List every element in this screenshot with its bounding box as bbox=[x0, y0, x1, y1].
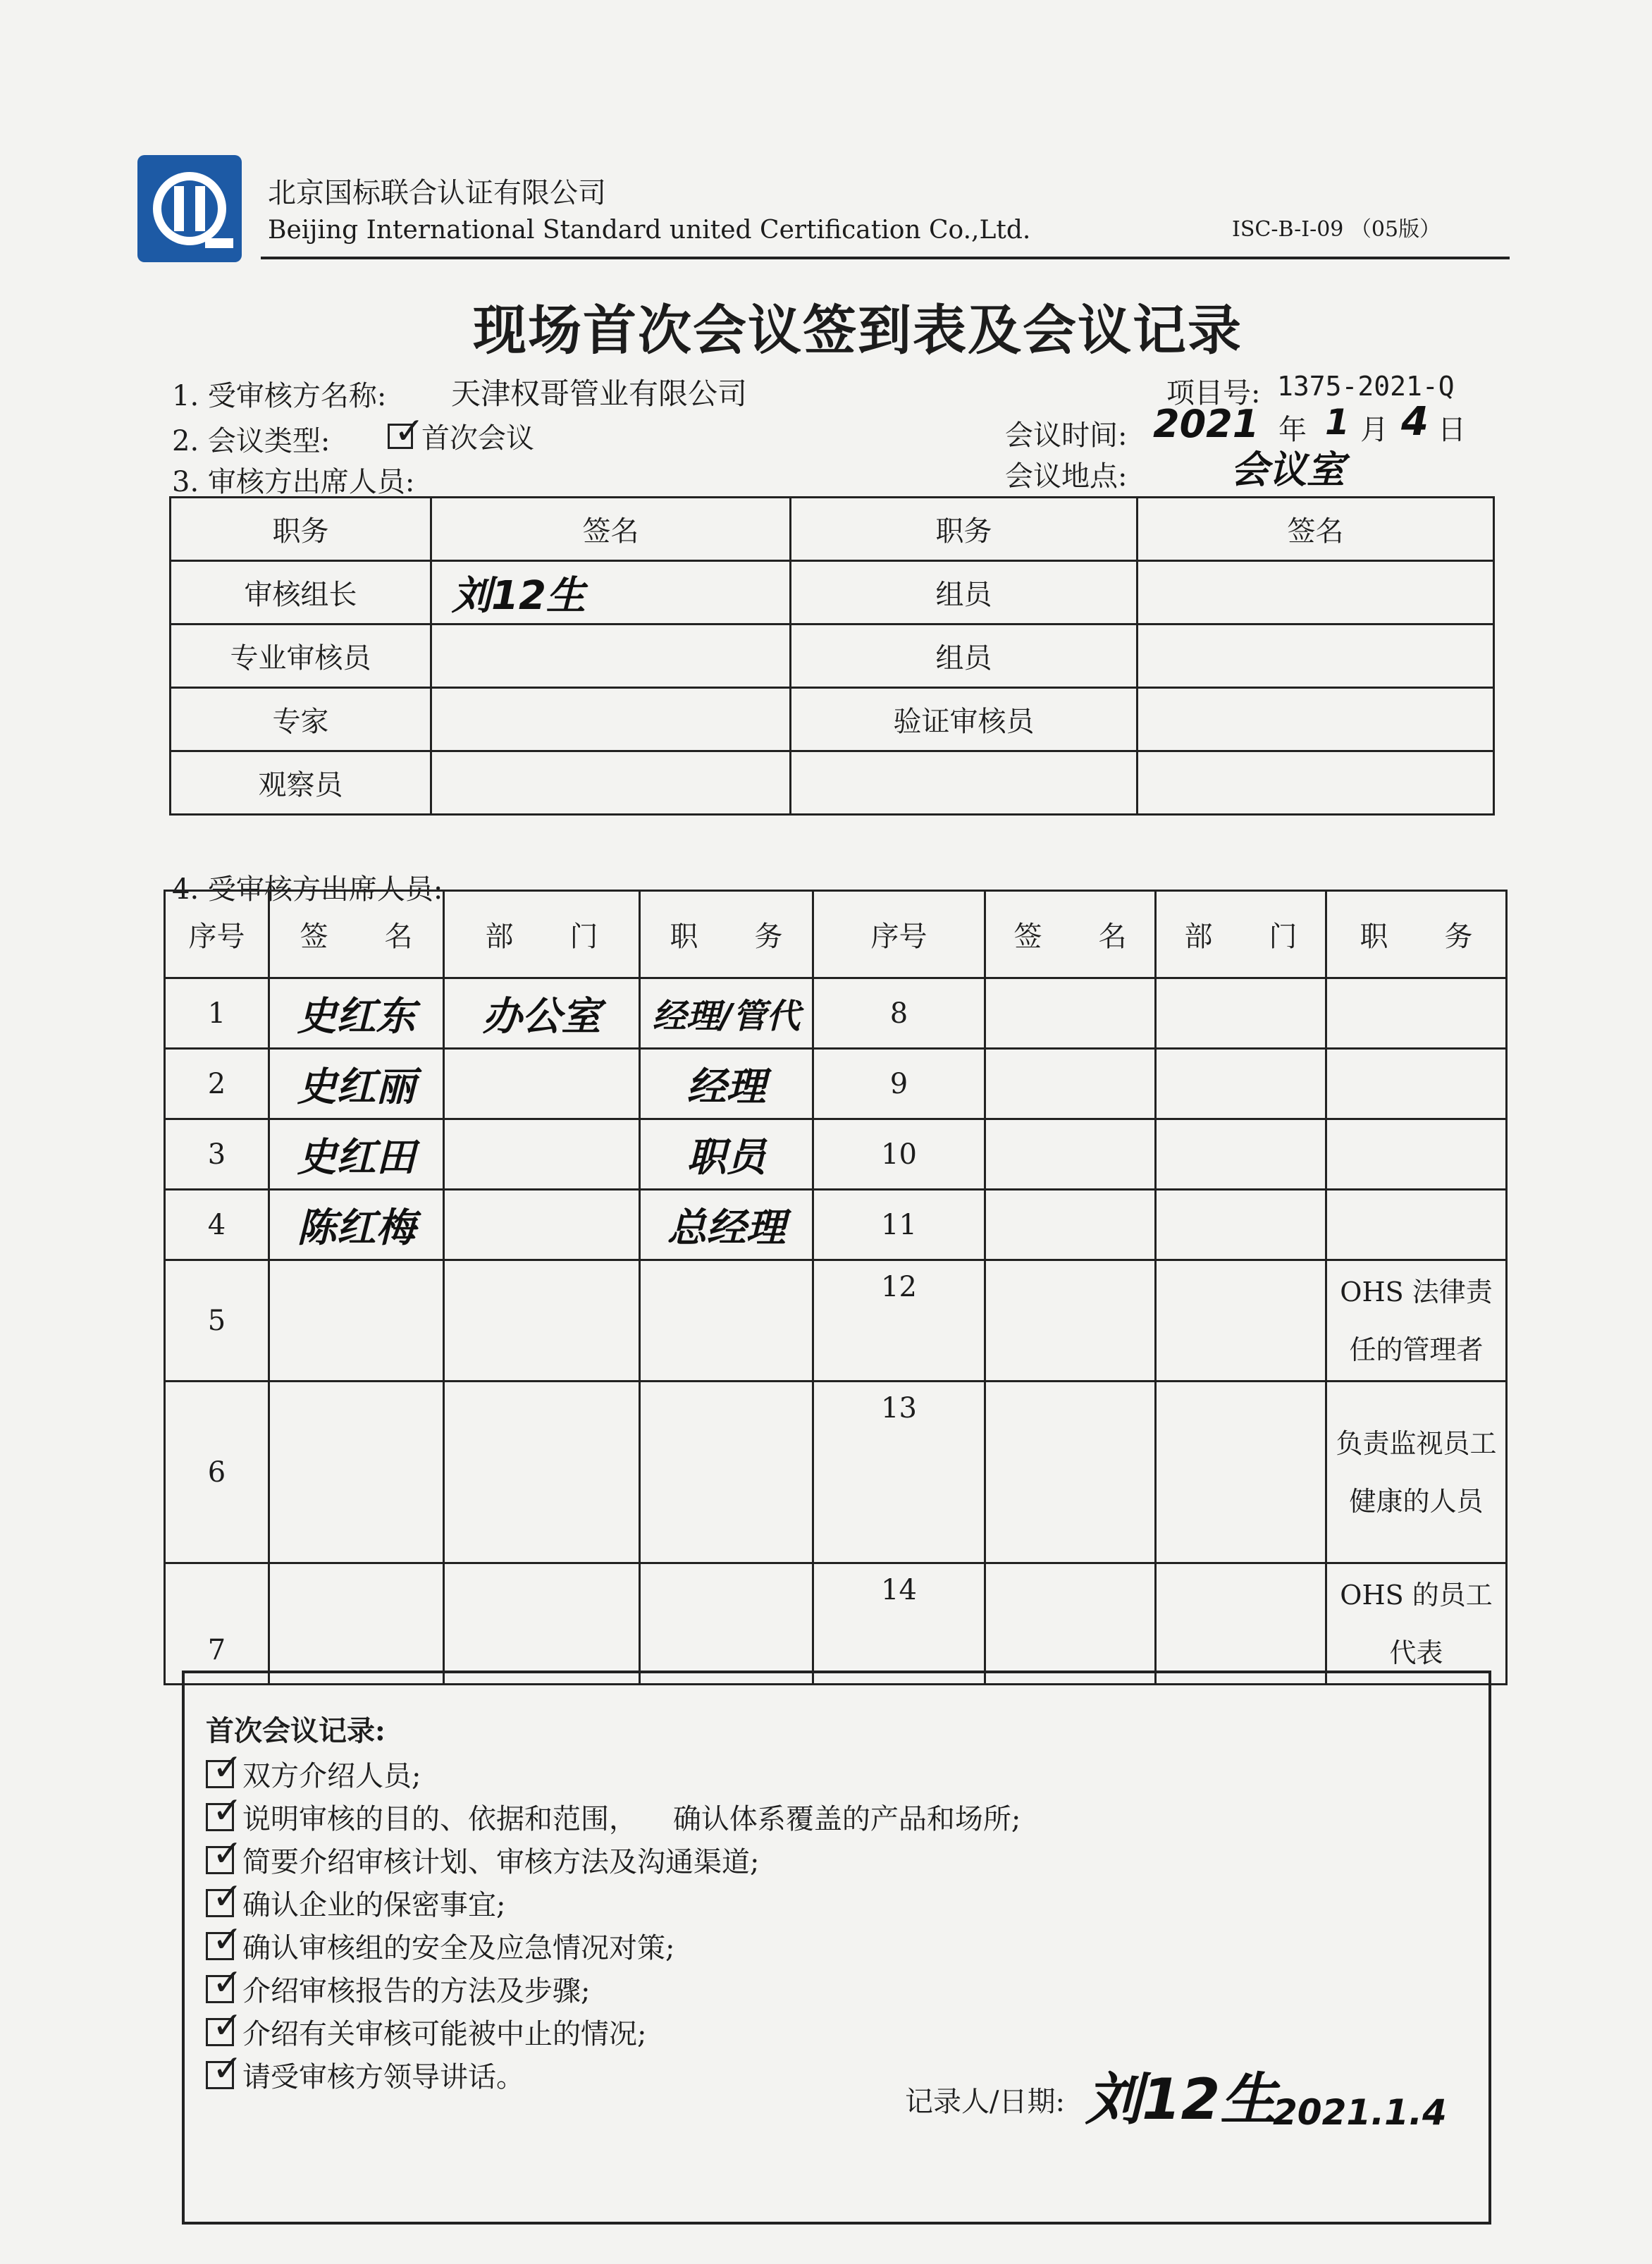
seq-cell: 4 bbox=[165, 1190, 269, 1260]
header-position: 职 务 bbox=[1326, 891, 1507, 978]
position-cell bbox=[791, 751, 1138, 815]
checklist-item bbox=[206, 1881, 1021, 1924]
seq-cell: 13 bbox=[813, 1382, 985, 1563]
auditor-table-row bbox=[171, 688, 1494, 751]
meeting-type-label: 2. 会议类型: bbox=[172, 425, 331, 457]
header-department: 部 门 bbox=[444, 891, 640, 978]
meeting-record-box bbox=[182, 1671, 1491, 2225]
checkbox-checked-icon[interactable] bbox=[206, 2061, 234, 2089]
position-cell[interactable] bbox=[640, 1563, 813, 1685]
recorder-signature[interactable]: 刘12生 bbox=[1085, 2067, 1277, 2132]
seq-cell: 8 bbox=[813, 978, 985, 1049]
auditee-table-row bbox=[165, 1190, 1507, 1260]
page-title: 现场首次会议签到表及会议记录 bbox=[473, 299, 1243, 362]
signature-cell[interactable] bbox=[985, 1563, 1156, 1685]
attendee-position: 经理 bbox=[686, 1064, 766, 1110]
signature-cell[interactable] bbox=[269, 1049, 444, 1119]
signature-cell[interactable] bbox=[985, 1049, 1156, 1119]
auditee-table-row bbox=[165, 1563, 1507, 1685]
checkbox-checked-icon[interactable] bbox=[206, 1846, 234, 1874]
position-cell: 专业审核员 bbox=[171, 625, 431, 688]
meeting-type-checkbox[interactable] bbox=[388, 424, 413, 449]
header-seq: 序号 bbox=[813, 891, 985, 978]
checklist-item-label: 简要介绍审核计划、审核方法及沟通渠道; bbox=[242, 1846, 760, 1878]
department-cell[interactable] bbox=[444, 1049, 640, 1119]
project-number-value: 1375-2021-Q bbox=[1277, 371, 1455, 402]
header-signature: 签 名 bbox=[985, 891, 1156, 978]
auditee-name-label: 1. 受审核方名称: bbox=[172, 380, 387, 412]
signature-cell[interactable] bbox=[269, 978, 444, 1049]
header-divider bbox=[261, 257, 1510, 259]
header-department: 部 门 bbox=[1156, 891, 1326, 978]
auditor-table-row bbox=[171, 625, 1494, 688]
checklist-item-label: 请受审核方领导讲话。 bbox=[242, 2061, 524, 2093]
signature-cell[interactable] bbox=[985, 1119, 1156, 1190]
checkbox-checked-icon[interactable] bbox=[206, 2018, 234, 2046]
position-cell[interactable] bbox=[640, 1119, 813, 1190]
position-cell[interactable] bbox=[640, 978, 813, 1049]
seq-cell: 3 bbox=[165, 1119, 269, 1190]
meeting-place-value: 会议室 bbox=[1231, 448, 1345, 492]
seq-cell: 5 bbox=[165, 1260, 269, 1382]
department-cell[interactable] bbox=[444, 1190, 640, 1260]
checkbox-checked-icon[interactable] bbox=[206, 1803, 234, 1831]
meeting-record-checklist bbox=[206, 1752, 1021, 2096]
auditor-table-row bbox=[171, 561, 1494, 625]
position-cell: 验证审核员 bbox=[791, 688, 1138, 751]
checkbox-checked-icon[interactable] bbox=[206, 1760, 234, 1788]
checklist-item bbox=[206, 1752, 1021, 1795]
auditee-table-row bbox=[165, 1382, 1507, 1563]
meeting-record-heading: 首次会议记录: bbox=[206, 1714, 386, 1747]
attendee-position: 经理/管代 bbox=[652, 997, 801, 1036]
role-note-cell: OHS 的员工代表 bbox=[1326, 1563, 1507, 1685]
auditor-table-row bbox=[171, 751, 1494, 815]
form-code: ISC-B-I-09 （05版） bbox=[1232, 217, 1441, 242]
meeting-time-year: 2021 bbox=[1153, 402, 1259, 446]
meeting-type-value: 首次会议 bbox=[421, 422, 534, 455]
position-cell[interactable] bbox=[640, 1049, 813, 1119]
header-position: 职务 bbox=[791, 498, 1138, 561]
auditee-table-row bbox=[165, 1119, 1507, 1190]
header-signature: 签 名 bbox=[269, 891, 444, 978]
department-cell[interactable] bbox=[1156, 978, 1326, 1049]
company-logo bbox=[137, 155, 242, 262]
signature-cell[interactable] bbox=[431, 561, 791, 625]
signature-cell[interactable] bbox=[1138, 625, 1494, 688]
checklist-item bbox=[206, 1924, 1021, 1967]
checklist-item bbox=[206, 2010, 1021, 2053]
seq-cell: 14 bbox=[813, 1563, 985, 1685]
signature-cell[interactable] bbox=[269, 1382, 444, 1563]
checkbox-checked-icon[interactable] bbox=[206, 1975, 234, 2003]
meeting-time-year-unit: 年 bbox=[1278, 414, 1307, 446]
department-cell[interactable] bbox=[1156, 1382, 1326, 1563]
position-cell: 观察员 bbox=[171, 751, 431, 815]
company-name-en: Beijing International Standard united Certification Co.,Ltd. bbox=[268, 216, 1031, 245]
company-name-cn: 北京国标联合认证有限公司 bbox=[268, 177, 606, 209]
signature-cell[interactable] bbox=[985, 978, 1156, 1049]
position-cell[interactable] bbox=[1326, 1119, 1507, 1190]
checklist-item bbox=[206, 1967, 1021, 2010]
attendee-signature: 史红丽 bbox=[297, 1064, 416, 1110]
checklist-item-label: 说明审核的目的、依据和范围， 确认体系覆盖的产品和场所; bbox=[242, 1803, 1021, 1835]
role-note-cell: 负责监视员工健康的人员 bbox=[1326, 1382, 1507, 1563]
seq-cell: 6 bbox=[165, 1382, 269, 1563]
checkbox-checked-icon[interactable] bbox=[206, 1932, 234, 1960]
checklist-item-label: 介绍有关审核可能被中止的情况; bbox=[242, 2018, 647, 2050]
attendee-signature: 史红东 bbox=[297, 993, 416, 1040]
header-seq: 序号 bbox=[165, 891, 269, 978]
position-cell: 组员 bbox=[791, 561, 1138, 625]
department-cell[interactable] bbox=[444, 1563, 640, 1685]
attendee-position: 职员 bbox=[686, 1134, 766, 1181]
position-cell: 审核组长 bbox=[171, 561, 431, 625]
signature-cell[interactable] bbox=[985, 1382, 1156, 1563]
auditor-section-label: 3. 审核方出席人员: bbox=[172, 466, 415, 498]
auditee-section-label: 4. 受审核方出席人员: bbox=[172, 873, 443, 906]
recorder-date[interactable]: 2021.1.4 bbox=[1273, 2092, 1447, 2133]
signature-cell[interactable] bbox=[431, 688, 791, 751]
attendee-signature: 史红田 bbox=[297, 1134, 416, 1181]
checklist-item bbox=[206, 1838, 1021, 1881]
auditee-table-row bbox=[165, 1260, 1507, 1382]
attendee-position: 总经理 bbox=[667, 1205, 786, 1251]
meeting-time-day-unit: 日 bbox=[1438, 414, 1466, 446]
position-cell[interactable] bbox=[1326, 1049, 1507, 1119]
meeting-time-month: 1 bbox=[1325, 402, 1350, 443]
department-cell[interactable] bbox=[1156, 1563, 1326, 1685]
signature-cell[interactable] bbox=[431, 751, 791, 815]
attendee-signature: 陈红梅 bbox=[297, 1205, 416, 1251]
department-cell[interactable] bbox=[444, 1260, 640, 1382]
checklist-item bbox=[206, 2053, 1021, 2096]
signature-cell[interactable] bbox=[431, 625, 791, 688]
meeting-time-day: 4 bbox=[1401, 399, 1429, 445]
auditee-table-row bbox=[165, 1049, 1507, 1119]
header-signature: 签名 bbox=[1138, 498, 1494, 561]
auditee-table-row bbox=[165, 978, 1507, 1049]
position-cell[interactable] bbox=[640, 1260, 813, 1382]
auditee-table-header-row bbox=[165, 891, 1507, 978]
position-cell[interactable] bbox=[1326, 978, 1507, 1049]
auditor-table-header-row bbox=[171, 498, 1494, 561]
meeting-time-label: 会议时间: bbox=[1005, 419, 1128, 452]
department-cell[interactable] bbox=[444, 1382, 640, 1563]
seq-cell: 2 bbox=[165, 1049, 269, 1119]
seq-cell: 9 bbox=[813, 1049, 985, 1119]
auditee-attendance-table bbox=[164, 890, 1508, 1685]
seq-cell: 1 bbox=[165, 978, 269, 1049]
signature-cell[interactable] bbox=[1138, 688, 1494, 751]
logo-mark-icon bbox=[137, 155, 242, 262]
meeting-time-month-unit: 月 bbox=[1360, 414, 1388, 446]
department-cell[interactable] bbox=[1156, 1190, 1326, 1260]
checklist-item-label: 介绍审核报告的方法及步骤; bbox=[242, 1975, 591, 2007]
department-cell[interactable] bbox=[444, 978, 640, 1049]
signature-cell[interactable] bbox=[1138, 561, 1494, 625]
signature-cell[interactable] bbox=[985, 1190, 1156, 1260]
seq-cell: 11 bbox=[813, 1190, 985, 1260]
role-note-cell: OHS 法律责任的管理者 bbox=[1326, 1260, 1507, 1382]
attendee-department: 办公室 bbox=[482, 993, 601, 1040]
auditee-name-value: 天津权哥管业有限公司 bbox=[451, 376, 748, 411]
lead-auditor-signature: 刘12生 bbox=[452, 572, 586, 619]
checklist-item-label: 确认审核组的安全及应急情况对策; bbox=[242, 1932, 675, 1964]
position-cell[interactable] bbox=[640, 1190, 813, 1260]
signature-cell[interactable] bbox=[269, 1119, 444, 1190]
seq-cell: 12 bbox=[813, 1260, 985, 1382]
meeting-type-row bbox=[388, 416, 534, 456]
signature-cell[interactable] bbox=[269, 1563, 444, 1685]
seq-cell: 10 bbox=[813, 1119, 985, 1190]
position-cell[interactable] bbox=[640, 1382, 813, 1563]
signature-cell[interactable] bbox=[985, 1260, 1156, 1382]
meeting-place-label: 会议地点: bbox=[1005, 460, 1128, 493]
department-cell[interactable] bbox=[444, 1119, 640, 1190]
position-cell[interactable] bbox=[1326, 1190, 1507, 1260]
signature-cell[interactable] bbox=[1138, 751, 1494, 815]
department-cell[interactable] bbox=[1156, 1119, 1326, 1190]
checklist-item-label: 双方介绍人员; bbox=[242, 1760, 421, 1792]
checklist-item bbox=[206, 1795, 1021, 1838]
recorder-label: 记录人/日期: bbox=[905, 2086, 1065, 2118]
department-cell[interactable] bbox=[1156, 1049, 1326, 1119]
checklist-item-label: 确认企业的保密事宜; bbox=[242, 1889, 506, 1921]
header-position: 职 务 bbox=[640, 891, 813, 978]
position-cell: 专家 bbox=[171, 688, 431, 751]
header-signature: 签名 bbox=[431, 498, 791, 561]
seq-cell: 7 bbox=[165, 1563, 269, 1685]
checkbox-checked-icon[interactable] bbox=[206, 1889, 234, 1917]
signature-cell[interactable] bbox=[269, 1260, 444, 1382]
department-cell[interactable] bbox=[1156, 1260, 1326, 1382]
project-number-label: 项目号: bbox=[1166, 377, 1261, 410]
signature-cell[interactable] bbox=[269, 1190, 444, 1260]
header-position: 职务 bbox=[171, 498, 431, 561]
auditor-attendance-table bbox=[169, 496, 1495, 816]
position-cell: 组员 bbox=[791, 625, 1138, 688]
